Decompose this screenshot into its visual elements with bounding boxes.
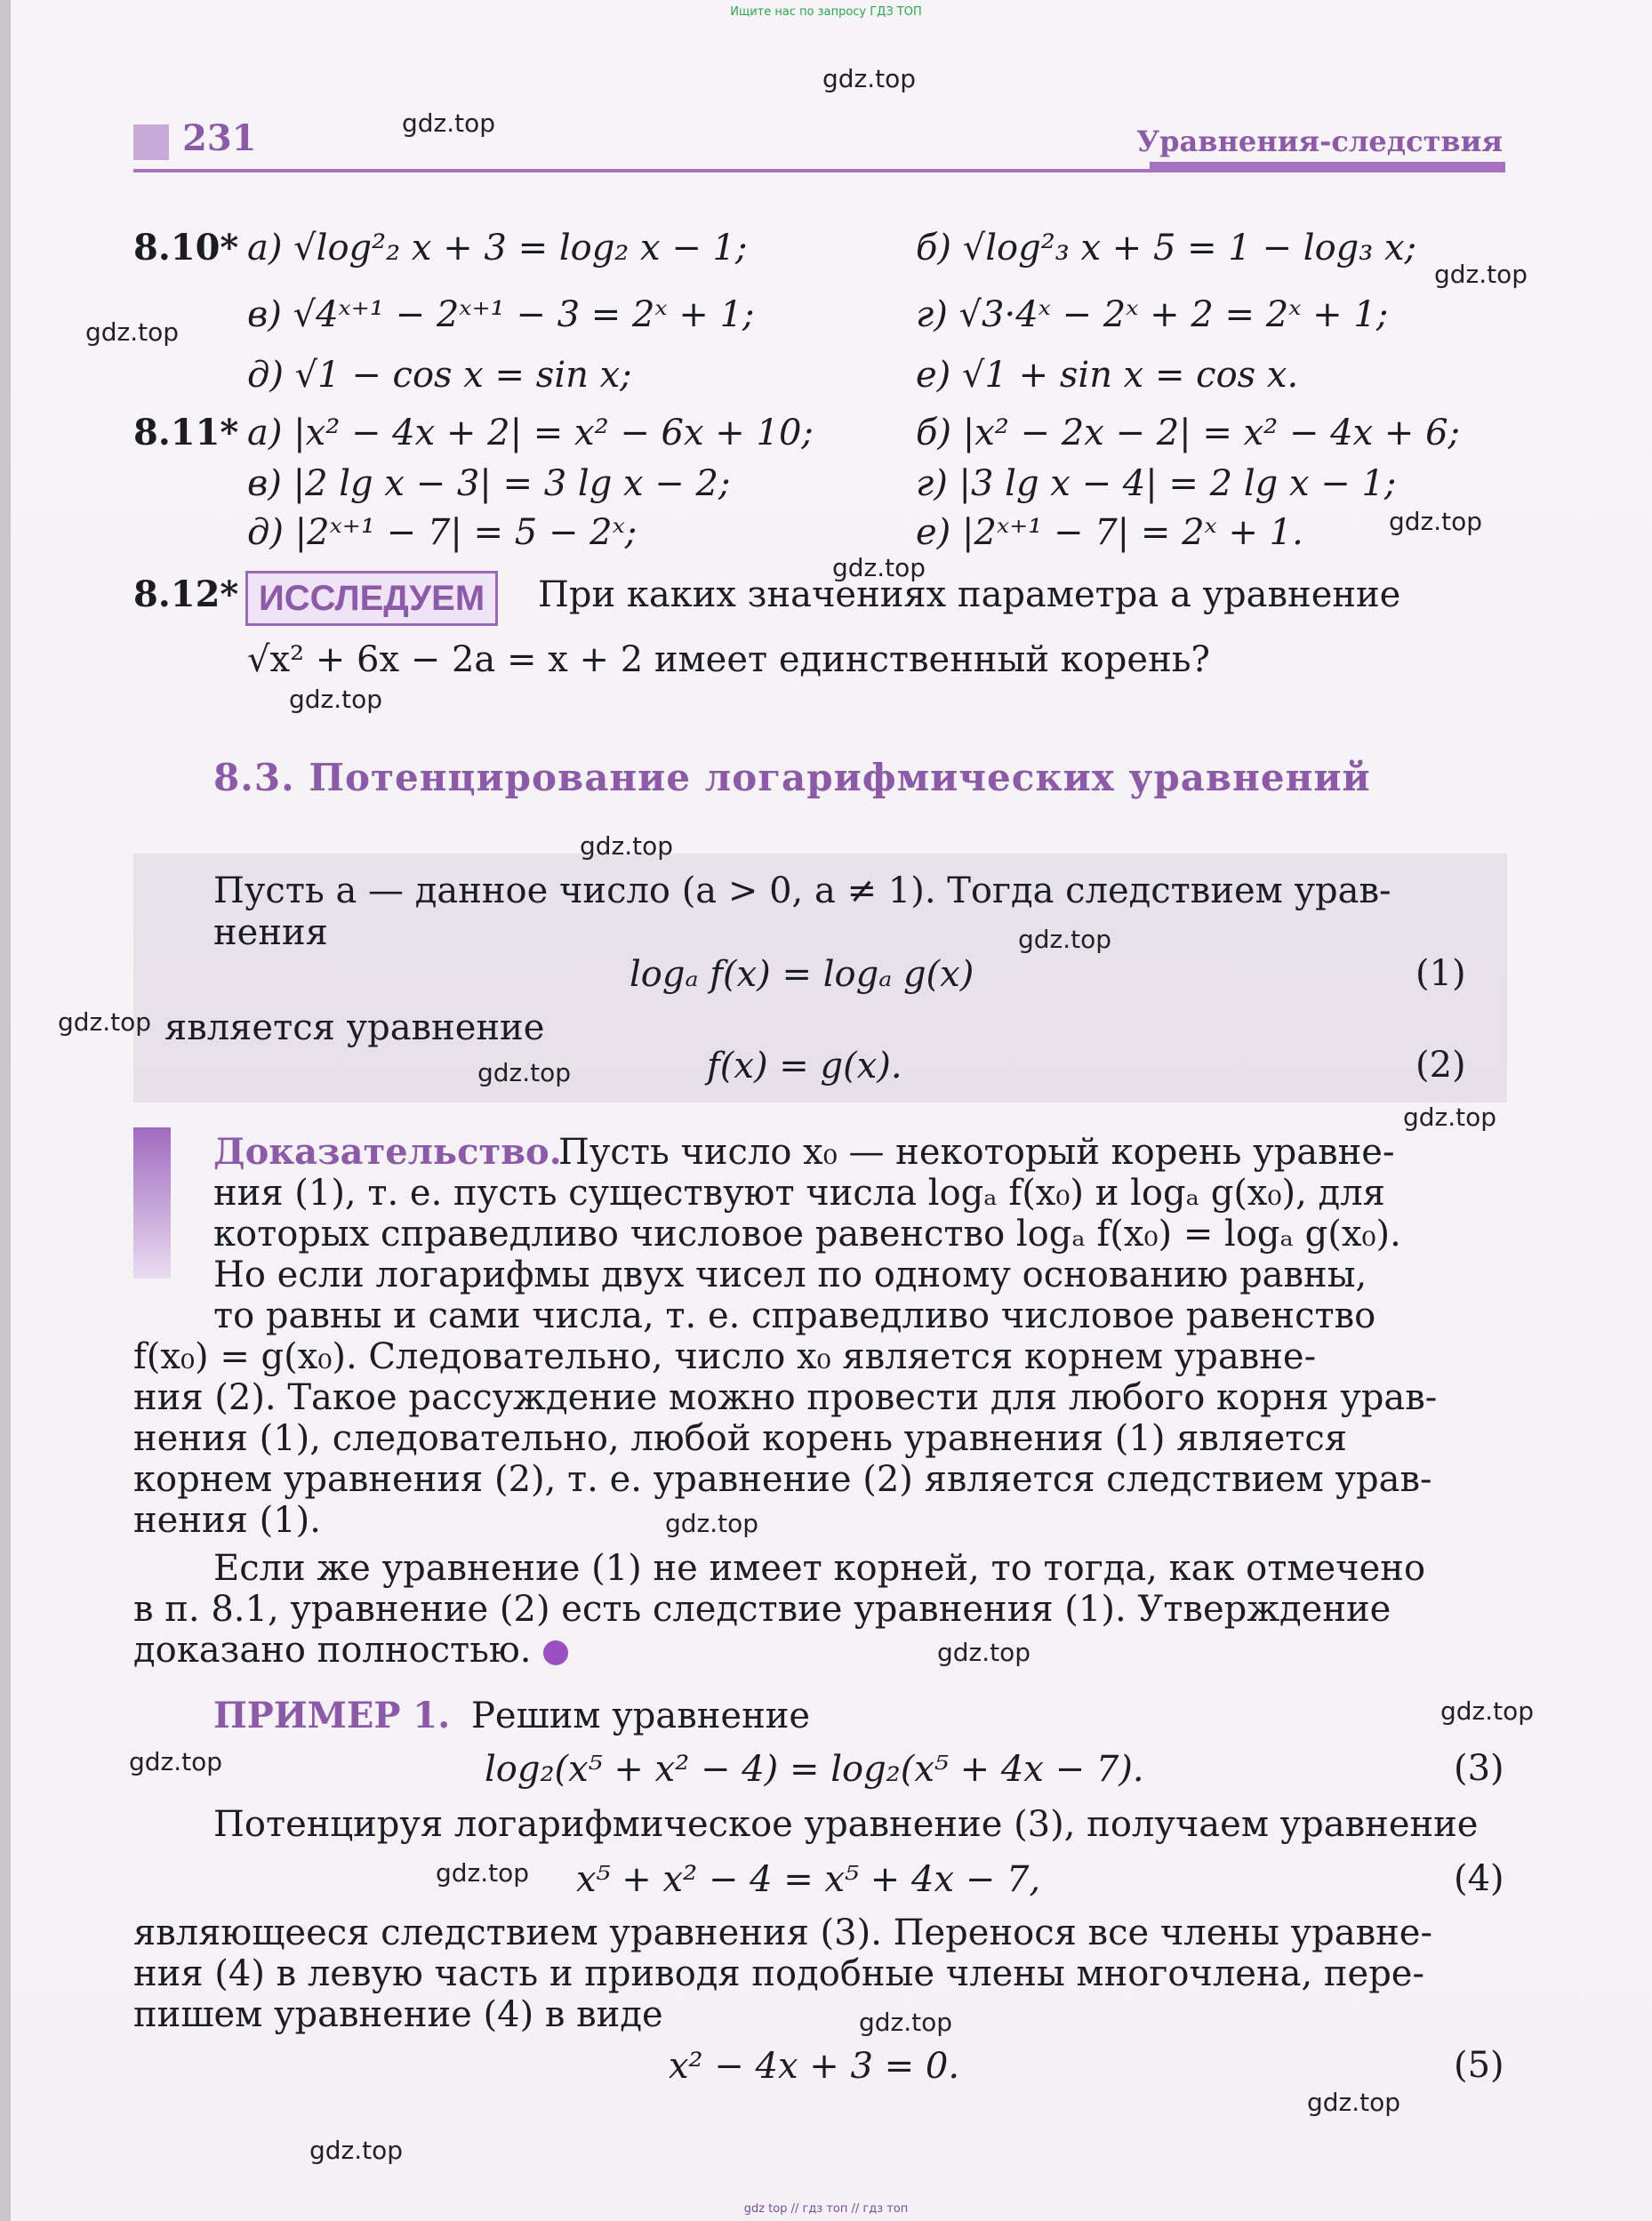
exercise-number: 8.10* [133,227,239,269]
exercise-item: а) |x² − 4x + 2| = x² − 6x + 10; [247,413,814,453]
watermark: gdz.top [822,64,917,93]
theorem-text: является уравнение [164,1007,545,1048]
watermark: gdz.top [832,553,926,582]
proof-conclusion [133,1629,568,1672]
example-label: ПРИМЕР 1. [213,1695,451,1736]
proof-text: Но если логарифмы двух чисел по одному основанию равны, [213,1255,1367,1295]
watermark: gdz.top [1403,1102,1497,1132]
example-text: являющееся следствием уравнения (3). Перенося все члены уравне- [133,1912,1432,1953]
proof-text: то равны и сами числа, т. е. справедливо числовое равенство [213,1295,1376,1336]
exercise-item: г) |3 lg x − 4| = 2 lg x − 1; [916,463,1397,504]
example-text: Решим уравнение [471,1696,811,1736]
exercise-item: е) √1 + sin x = cos x. [916,355,1299,396]
top-note: Ищите нас по запросу ГДЗ ТОП [730,5,922,19]
exercise-number: 8.11* [133,412,239,453]
proof-text: f(x₀) = g(x₀). Следовательно, число x₀ является корнем уравне- [133,1336,1317,1377]
watermark: gdz.top [1440,1696,1535,1726]
proof-text: Пусть число x₀ — некоторый корень уравне- [558,1132,1395,1173]
watermark: gdz.top [85,317,180,347]
exercise-text: √x² + 6x − 2a = x + 2 имеет единственный корень? [247,639,1210,680]
example-text: пишем уравнение (4) в виде [133,1994,663,2035]
equation-number: (3) [1454,1748,1504,1789]
proof-text: ния (2). Такое рассуждение можно провести для любого корня урав- [133,1377,1438,1418]
theorem-text: Пусть a — данное число (a > 0, a ≠ 1). Тогда следствием урав- [213,870,1391,911]
proof-text: нения (1), следовательно, любой корень уравнения (1) является [133,1418,1348,1459]
watermark: gdz.top [859,2008,953,2037]
exercise-item: г) √3·4ˣ − 2ˣ + 2 = 2ˣ + 1; [916,294,1389,335]
watermark: gdz.top [665,1509,759,1538]
watermark: gdz.top [580,831,674,861]
research-badge: ИССЛЕДУЕМ [245,571,498,626]
exercise-item: д) |2ˣ⁺¹ − 7| = 5 − 2ˣ; [247,512,638,553]
theorem-text: нения [213,912,328,953]
bottom-note: gdz top // гдз топ // гдз топ [743,2202,909,2216]
watermark: gdz.top [1434,260,1528,289]
watermark: gdz.top [436,1858,530,1888]
equation-number: (4) [1454,1858,1504,1899]
page-number: 231 [182,117,257,159]
watermark: gdz.top [402,108,496,138]
equation: logₐ f(x) = logₐ g(x) [630,954,974,995]
watermark: gdz.top [129,1747,223,1776]
watermark: gdz.top [289,685,383,714]
equation: f(x) = g(x). [707,1046,902,1086]
exercise-item: а) √log²₂ x + 3 = log₂ x − 1; [247,228,748,269]
proof-text: которых справедливо числовое равенство logₐ f(x₀) = logₐ g(x₀). [213,1214,1401,1255]
proof-text: нения (1). [133,1500,321,1541]
page-edge [0,0,11,2221]
watermark: gdz.top [937,1638,1031,1667]
proof-text: в п. 8.1, уравнение (2) есть следствие уравнения (1). Утверждение [133,1589,1391,1630]
watermark: gdz.top [477,1058,572,1087]
exercise-item: д) √1 − cos x = sin x; [247,355,632,396]
proof-text: корнем уравнения (2), т. е. уравнение (2) является следствием урав- [133,1459,1432,1500]
equation: log₂(x⁵ + x² − 4) = log₂(x⁵ + 4x − 7). [485,1749,1144,1790]
proof-text: Если же уравнение (1) не имеет корней, то тогда, как отмечено [213,1548,1426,1589]
equation: x⁵ + x² − 4 = x⁵ + 4x − 7, [576,1859,1041,1900]
watermark: gdz.top [1018,925,1112,954]
equation-number: (5) [1454,2045,1504,2086]
equation-number: (2) [1415,1045,1466,1086]
watermark: gdz.top [1307,2088,1401,2117]
exercise-item: в) |2 lg x − 3| = 3 lg x − 2; [247,463,731,504]
section-title: 8.3. Потенцирование логарифмических уравнений [213,756,1371,799]
exercise-item: е) |2ˣ⁺¹ − 7| = 2ˣ + 1. [916,512,1303,553]
watermark: gdz.top [309,2136,404,2165]
proof-label: Доказательство. [213,1131,562,1173]
header-accent-rule [1150,162,1505,172]
exercise-item: б) √log²₃ x + 5 = 1 − log₃ x; [916,228,1417,269]
proof-marker [133,1127,171,1279]
equation-number: (1) [1415,953,1466,994]
chapter-title: Уравнения-следствия [1136,124,1503,158]
watermark: gdz.top [58,1007,152,1037]
proof-text: доказано полностью. [133,1630,532,1671]
exercise-item: б) |x² − 2x − 2| = x² − 4x + 6; [916,413,1460,453]
qed-dot-icon [543,1640,568,1665]
exercise-item: в) √4ˣ⁺¹ − 2ˣ⁺¹ − 3 = 2ˣ + 1; [247,294,755,335]
proof-text: ния (1), т. е. пусть существуют числа logₐ f(x₀) и logₐ g(x₀), для [213,1173,1385,1214]
header-square [133,124,169,160]
exercise-text: При каких значениях параметра a уравнение [538,574,1401,615]
example-text: ния (4) в левую часть и приводя подобные члены многочлена, пере- [133,1953,1424,1994]
example-text: Потенцируя логарифмическое уравнение (3), получаем уравнение [213,1804,1479,1845]
exercise-number: 8.12* [133,573,239,615]
watermark: gdz.top [1389,507,1483,536]
equation: x² − 4x + 3 = 0. [669,2046,960,2087]
